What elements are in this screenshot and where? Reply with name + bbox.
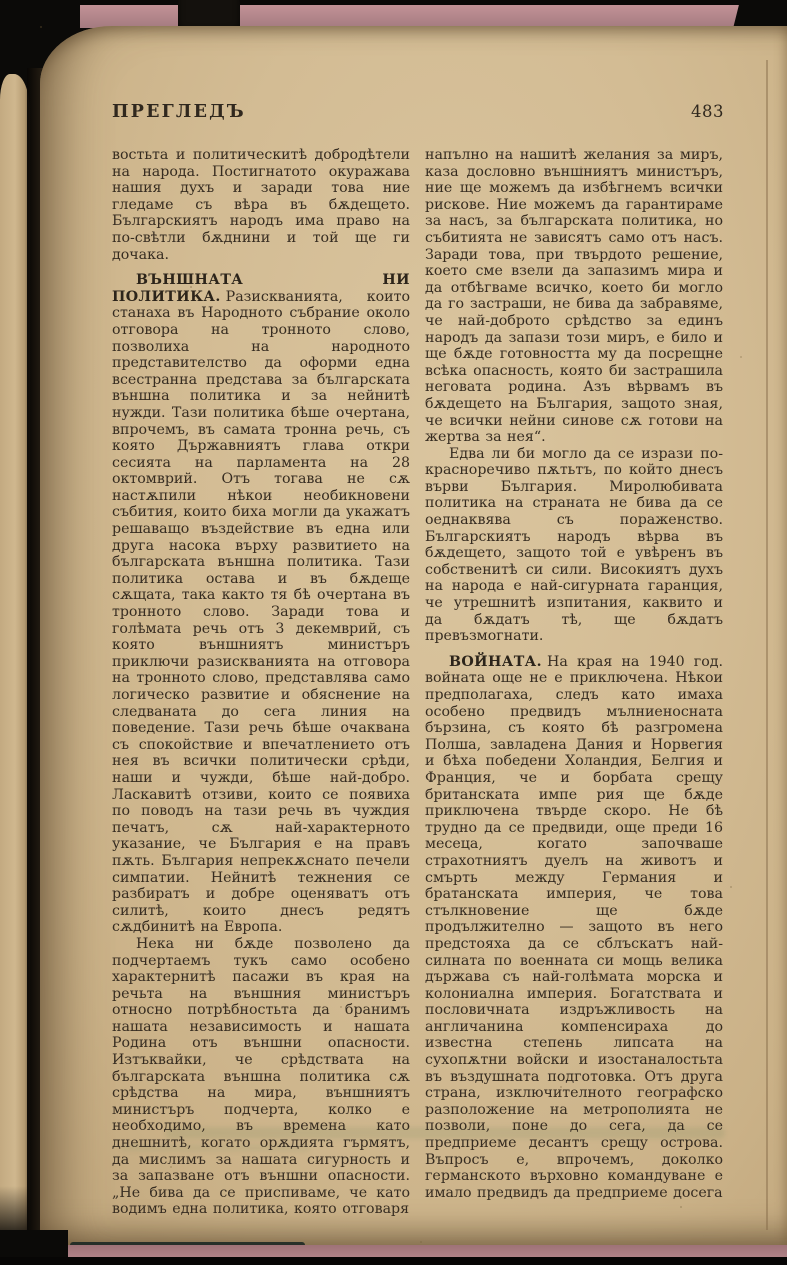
page-edge-line — [766, 60, 768, 1230]
scanner-mat-top — [52, 5, 768, 28]
paragraph-text: Едва ли би могло да се изрази по-красноречиво пѫтьтъ, по който днесъ върви България. Миролюбивата политика на страната не бива да се оеднаквява съ пораженство. Българскиятъ народъ вѣрва въ бѫдещето, защото той е увѣренъ въ собственитѣ си сили. Високиятъ духъ на народа е най-сигурната гаранция, че утрешнитѣ изпитания, каквито и да бѫдатъ тѣ, ще бѫдатъ превъзмогнати. — [425, 445, 723, 645]
column-right — [425, 147, 723, 1218]
paragraph — [112, 936, 410, 1218]
journal-title: ПРЕГЛЕДЪ — [112, 102, 246, 122]
paragraph — [425, 654, 723, 1202]
section-heading: ВЪНШНАТА НИ ПОЛИТИКА. — [112, 272, 410, 305]
text-columns — [112, 147, 724, 1218]
paragraph-text: Нека ни бѫде позволено да подчертаемъ тукъ само особено характернитѣ пасажи въ края на речьта на външния министъръ относно потрѣбностьта да бранимъ нашата независимость и нашата Родина отъ външни опасности. Изтъквайки, че срѣдствата на българската външна политика сѫ срѣдства на мира, външниятъ министъръ подчерта, колко е необходимо, въ времена като днешнитѣ, когато орѫдията гърмятъ, да мислимъ за нашата сигурность и за запазване отъ външни опасности. „Не бива да се приспиваме, че като водимъ една политика, която отговаря — [112, 935, 410, 1218]
section-heading: ВОЙНАТА. — [449, 653, 542, 670]
paragraph — [425, 147, 723, 446]
paragraph — [112, 147, 410, 263]
previous-page-edge — [0, 74, 30, 1234]
page-header — [112, 102, 724, 122]
background-bottom-strip — [0, 1257, 787, 1265]
page-number: 483 — [691, 102, 724, 121]
paragraph-text: На края на 1940 год. войната още не е приключена. Нѣкои предполагаха, следъ като имаха особено предвидъ мълниеносната бързина, съ която бѣ разгромена Полша, завладена Дания и Норвегия и бѣха победени Холандия, Белгия и Франция, че и борбата срещу британската импе рия ще бѫде приключена твърде скоро. Не бѣ трудно да се предвиди, още преди 16 месеца, когато започваше страхотниятъ дуелъ на животъ и смърть между Германия и братанската империя, че това стълкновение ще бѫде продължително — защото въ него предстояха да се сблъскатъ най-силната по военната си мощь велика държава съ най-голѣмата морска и колониална империя. Богатствата и пословичната издръжливость на англичанина компенсираха до известна степень липсата на сухопѫтни войски и изостаналостьта въ въздушната подготовка. Отъ друга страна, изключителното географско разположение на метрополията не позволи, поне до сега, да се предприеме десантъ срещу острова. Въпросъ е, впрочемъ, доколко германското върховно командуване е имало предвидъ да предприеме досега — [425, 653, 723, 1201]
paragraph — [425, 446, 723, 645]
paragraph-text: востьта и политическитѣ добродѣтели на народа. Постигнатото окуражава нашия духъ и заради това ние гледаме съ вѣра въ бѫдещето. Българскиятъ народъ има право на по-свѣтли бѫднини и той ще ги дочака. — [112, 147, 410, 263]
paragraph — [112, 272, 410, 936]
paper-speckles — [40, 26, 42, 28]
column-left — [112, 147, 410, 1218]
page-content — [112, 102, 724, 1218]
paragraph-text: Разискванията, които станаха въ Народното събрание около отговора на тронното слово, позволиха на народното представителство да оформи една всестранна представа за българската външна политика и за нейнитѣ нужди. Тази политика бѣше очертана, впрочемъ, въ самата тронна речь, съ която Държавниятъ глава откри сесията на парламента на 28 октомврий. Отъ тогава не сѫ настѫпили нѣкои необикновени събития, които биха могли да укажатъ решаващо въздействие въ една или друга насока върху развитието на българската външна политика. Тази политика остава и въ бѫдеще сѫщата, така както тя бѣ очертана въ тронното слово. Заради това и голѣмата речь отъ 3 декемврий, съ която външниятъ министъръ приключи разискванията на отговора на тронното слово, представлява само логическо развитие и обяснение на следваната до сега линия на поведение. Тази речь бѣше очаквана съ спокойствие и впечатлението отъ нея въ всички политически срѣди, наши и чужди, бѣше най-добро. Ласкавитѣ отзиви, които се появиха по поводъ на тази речь въ чуждия печатъ, сѫ най-характерното указание, че България е на правъ пѫть. България непрекѫснато печели симпатии. Нейнитѣ тежнения се разбиратъ и добре оценяватъ отъ силитѣ, които днесъ редятъ сѫдбинитѣ на Европа. — [112, 288, 410, 936]
paragraph-text: напълно на нашитѣ желания за миръ, каза дословно външниятъ министъръ, ние ще можемъ да избѣгнемъ всички рискове. Ние можемъ да гарантираме за насъ, за българската политика, но събитията не зависятъ само отъ насъ. Заради това, при твърдото решение, което сме взели да запазимъ мира и да отбѣгваме всичко, което би могло да го застраши, не бива да забравяме, че най-доброто срѣдство за единъ народъ да запази този миръ, е било и ще бѫде готовността му да посрещне всѣка опасность, която би застрашила неговата родина. Азъ вѣрвамъ въ бѫдещето на България, защото зная, че всички нейни синове сѫ готови на жертва за нея“. — [425, 147, 723, 446]
